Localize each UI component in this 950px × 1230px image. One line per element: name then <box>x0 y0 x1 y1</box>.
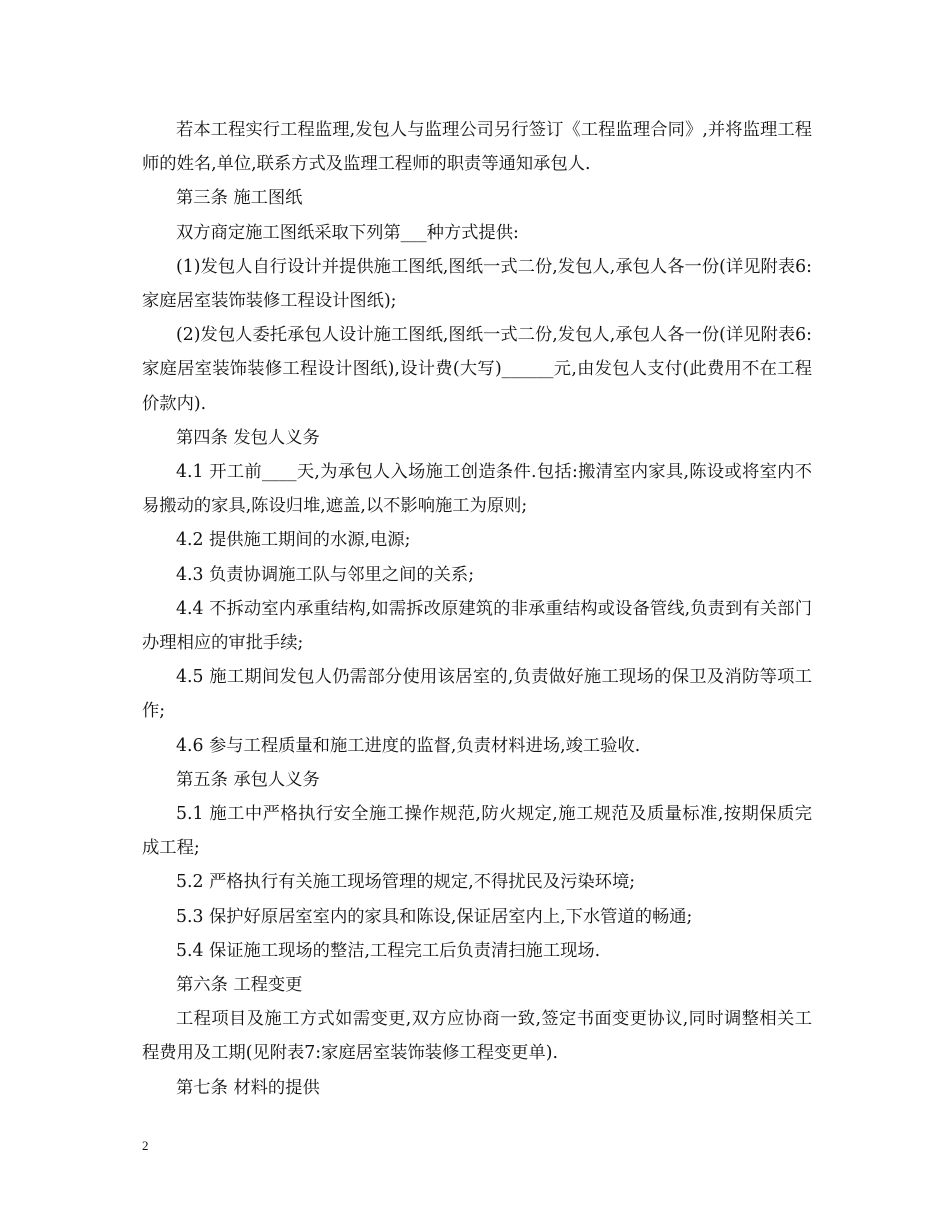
paragraph-supervision-notice: 若本工程实行工程监理,发包人与监理公司另行签订《工程监理合同》,并将监理工程师的姓名,单位,联系方式及监理工程师的职责等通知承包人. <box>142 120 812 175</box>
clause-4-2: 4.2 提供施工期间的水源,电源; <box>176 530 411 551</box>
paragraph-drawing-option-2: (2)发包人委托承包人设计施工图纸,图纸一式二份,发包人,承包人各一份(详见附表6:家庭居室装饰装修工程设计图纸),设计费(大写)______元,由发包人支付(此费用不在工程价款内). <box>142 325 812 414</box>
heading-article-6: 第六条 工程变更 <box>176 975 303 996</box>
clause-4-6: 4.6 参与工程质量和施工进度的监督,负责材料进场,竣工验收. <box>176 735 641 756</box>
heading-article-4: 第四条 发包人义务 <box>176 427 320 448</box>
clause-4-3: 4.3 负责协调施工队与邻里之间的关系; <box>176 564 475 585</box>
paragraph-drawing-method: 双方商定施工图纸采取下列第___种方式提供: <box>176 222 519 243</box>
heading-article-5: 第五条 承包人义务 <box>176 769 320 790</box>
heading-article-3: 第三条 施工图纸 <box>176 188 303 209</box>
clause-5-2: 5.2 严格执行有关施工现场管理的规定,不得扰民及污染环境; <box>176 872 636 893</box>
paragraph-drawing-option-1: (1)发包人自行设计并提供施工图纸,图纸一式二份,发包人,承包人各一份(详见附表6:家庭居室装饰装修工程设计图纸); <box>142 256 812 312</box>
heading-article-7: 第七条 材料的提供 <box>176 1077 320 1098</box>
paragraph-project-change: 工程项目及施工方式如需变更,双方应协商一致,签定书面变更协议,同时调整相关工程费用及工期(见附表7:家庭居室装饰装修工程变更单). <box>142 1009 812 1064</box>
clause-5-1: 5.1 施工中严格执行安全施工操作规范,防火规定,施工规范及质量标准,按期保质完成工程; <box>142 804 812 859</box>
page-number: 2 <box>142 1138 149 1153</box>
document-body <box>142 113 812 1105</box>
clause-5-3: 5.3 保护好原居室室内的家具和陈设,保证居室内上,下水管道的畅通; <box>176 906 693 927</box>
clause-4-5: 4.5 施工期间发包人仍需部分使用该居室的,负责做好施工现场的保卫及消防等项工作; <box>142 667 812 722</box>
clause-4-4: 4.4 不拆动室内承重结构,如需拆改原建筑的非承重结构或设备管线,负责到有关部门办理相应的审批手续; <box>142 598 812 654</box>
clause-4-1: 4.1 开工前____天,为承包人入场施工创造条件.包括:搬清室内家具,陈设或将室内不易搬动的家具,陈设归堆,遮盖,以不影响施工为原则; <box>142 462 812 517</box>
clause-5-4: 5.4 保证施工现场的整洁,工程完工后负责清扫施工现场. <box>176 940 601 961</box>
